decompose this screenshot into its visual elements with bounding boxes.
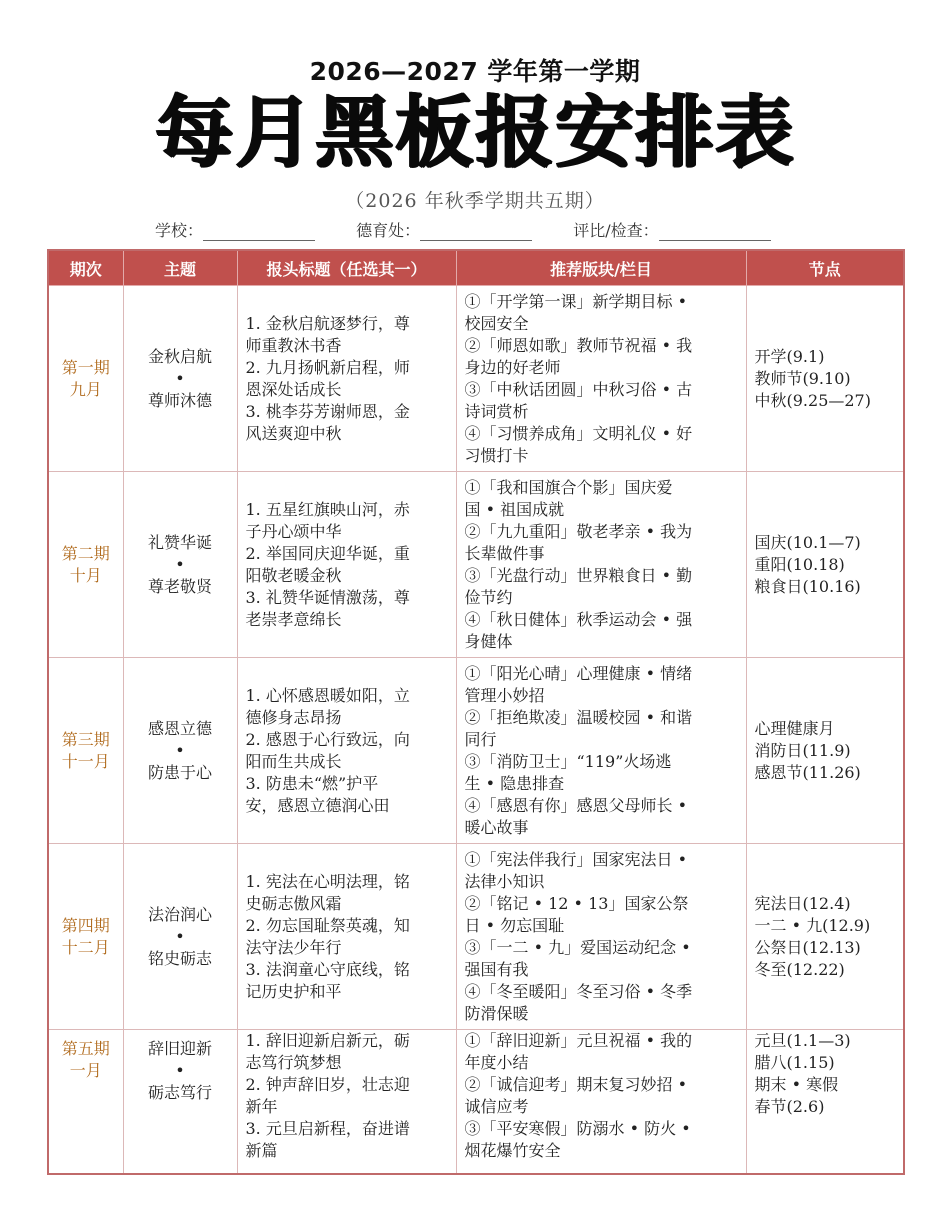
headline-cell-line: 老崇孝意绵长 [245, 609, 342, 629]
evaluation-label: 评比/检查： [573, 221, 659, 240]
headline-cell-line: 3. 防患未“燃”护平 [245, 773, 379, 793]
school-label: 学校： [155, 221, 204, 240]
headline-cell [237, 472, 456, 658]
sections-cell-line: 日 • 勿忘国耻 [464, 915, 565, 935]
table-row [48, 844, 904, 1030]
headline-cell-line: 史砺志傲风霜 [245, 893, 342, 913]
festival-cell-line: 开学(9.1) [754, 346, 825, 366]
moral-office-field [356, 218, 532, 241]
sections-cell-line: ③「光盘行动」世界粮食日 • 勤 [464, 565, 693, 585]
sections-cell-line: ③「消防卫士」“119”火场逃 [464, 751, 672, 771]
sections-cell-line: ①「宪法伴我行」国家宪法日 • [464, 849, 688, 869]
period-cell-line: 十月 [69, 565, 102, 585]
sections-cell-line: 年度小结 [464, 1053, 529, 1072]
evaluation-field [573, 218, 770, 241]
headline-cell-line: 2. 九月扬帆新启程，师 [245, 357, 410, 377]
sections-cell-line: ②「铭记 • 12 • 13」国家公祭 [464, 893, 689, 913]
theme-cell-line: 尊师沐德 [147, 390, 212, 410]
subtitle: （2026 年秋季学期共五期） [345, 190, 605, 212]
headline-cell-line: 1. 心怀感恩暖如阳，立 [245, 685, 410, 705]
sections-cell [456, 472, 746, 658]
table-row [48, 286, 904, 472]
sections-cell-line: ①「阳光心晴」心理健康 • 情绪 [464, 663, 693, 683]
sections-cell-line: 身边的好老师 [464, 357, 561, 377]
sections-cell-line: ②「师恩如歌」教师节祝福 • 我 [464, 335, 693, 355]
headline-cell-line: 2. 钟声辞旧岁，壮志迎 [245, 1075, 410, 1094]
theme-cell [123, 1030, 237, 1174]
sections-cell-line: ②「拒绝欺凌」温暖校园 • 和谐 [464, 707, 693, 727]
period-cell-line: 九月 [69, 379, 102, 399]
theme-cell-line: • [175, 740, 185, 760]
headline-cell [237, 286, 456, 472]
headline-cell-line: 新篇 [245, 1141, 278, 1160]
sections-cell-line: 法律小知识 [464, 871, 545, 891]
festival-cell-line: 消防日(11.9) [754, 740, 851, 760]
main-title: 每月黑板报安排表 [154, 88, 795, 178]
column-header-festivals: 节点 [746, 250, 904, 286]
period-cell [48, 286, 123, 472]
period-cell-line: 第三期 [61, 729, 110, 749]
sections-cell-line: 暖心故事 [464, 817, 529, 837]
theme-cell [123, 286, 237, 472]
sections-cell-line: 校园安全 [464, 313, 529, 333]
headline-cell-line: 3. 元旦启新程，奋进谱 [245, 1119, 410, 1138]
theme-cell-line: • [175, 554, 185, 574]
headline-cell-line: 1. 金秋启航逐梦行，尊 [245, 313, 410, 333]
theme-cell-line: • [175, 1061, 185, 1080]
theme-cell [123, 844, 237, 1030]
period-cell-line: 第一期 [61, 357, 110, 377]
period-cell [48, 658, 123, 844]
theme-cell-line: 铭史砺志 [147, 948, 212, 968]
period-cell-line: 第四期 [61, 915, 110, 935]
sections-cell-line: 同行 [464, 729, 497, 749]
sections-cell-line: 强国有我 [464, 959, 529, 979]
festival-cell [746, 844, 904, 1030]
sections-cell-line: 身健体 [464, 631, 513, 651]
festival-cell-line: 国庆(10.1—7) [754, 532, 861, 552]
headline-cell-line: 2. 勿忘国耻祭英魂，知 [245, 915, 410, 935]
theme-cell-line: 金秋启航 [147, 346, 212, 366]
period-cell-line: 十二月 [61, 937, 110, 957]
festival-cell-line: 冬至(12.22) [754, 959, 845, 979]
moral-office-label: 德育处： [356, 221, 421, 240]
headline-cell-line: 安，感恩立德润心田 [245, 795, 390, 815]
sections-cell-line: ①「辞旧迎新」元旦祝福 • 我的 [464, 1031, 693, 1050]
headline-cell-line: 法守法少年行 [245, 937, 342, 957]
festival-cell-line: 一二 • 九(12.9) [754, 915, 871, 935]
table-row [48, 658, 904, 844]
sections-cell-line: 国 • 祖国成就 [464, 499, 565, 519]
theme-cell [123, 658, 237, 844]
festival-cell-line: 公祭日(12.13) [754, 937, 861, 957]
headline-cell-line: 2. 举国同庆迎华诞，重 [245, 543, 410, 563]
sections-cell-line: ③「平安寒假」防溺水 • 防火 • [464, 1119, 691, 1138]
headline-cell-line: 新年 [245, 1097, 278, 1116]
column-header-theme: 主题 [123, 250, 237, 286]
headline-cell-line: 德修身志昂扬 [245, 707, 342, 727]
headline-cell [237, 1030, 456, 1174]
sections-cell-line: ③「一二 • 九」爱国运动纪念 • [464, 937, 691, 957]
festival-cell [746, 472, 904, 658]
festival-cell-line: 重阳(10.18) [754, 554, 845, 574]
theme-cell-line: 辞旧迎新 [147, 1039, 212, 1058]
sections-cell-line: 诗词赏析 [464, 401, 529, 421]
headline-cell-line: 1. 辞旧迎新启新元，砺 [245, 1031, 410, 1050]
sections-cell [456, 286, 746, 472]
school-field [155, 218, 315, 241]
sections-cell-line: ④「秋日健体」秋季运动会 • 强 [464, 609, 693, 629]
headline-cell-line: 3. 桃李芬芳谢师恩，金 [245, 401, 410, 421]
headline-cell-line: 3. 礼赞华诞情激荡，尊 [245, 587, 410, 607]
sections-cell [456, 844, 746, 1030]
theme-cell-line: 感恩立德 [147, 718, 212, 738]
headline-cell-line: 记历史护和平 [245, 981, 342, 1001]
festival-cell-line: 期末 • 寒假 [754, 1075, 839, 1094]
sections-cell-line: 管理小妙招 [464, 685, 545, 705]
festival-cell-line: 宪法日(12.4) [754, 893, 851, 913]
theme-cell-line: • [175, 368, 185, 388]
sections-cell-line: ①「开学第一课」新学期目标 • [464, 291, 688, 311]
festival-cell-line: 感恩节(11.26) [754, 762, 861, 782]
table-header-row [48, 250, 904, 286]
headline-cell [237, 844, 456, 1030]
sections-cell-line: 俭节约 [464, 587, 513, 607]
festival-cell [746, 1030, 904, 1174]
table-row [48, 472, 904, 658]
headline-cell-line: 阳而生共成长 [245, 751, 342, 771]
festival-cell-line: 腊八(1.15) [754, 1053, 835, 1072]
festival-cell-line: 元旦(1.1—3) [754, 1031, 851, 1050]
period-cell-line: 第二期 [61, 543, 110, 563]
schedule-table [47, 249, 905, 1175]
headline-cell-line: 恩深处话成长 [245, 379, 342, 399]
headline-cell-line: 1. 五星红旗映山河，赤 [245, 499, 410, 519]
sections-cell-line: 烟花爆竹安全 [464, 1141, 561, 1160]
semester-title: 2026—2027 学年第一学期 [309, 57, 641, 86]
headline-cell-line: 1. 宪法在心明法理，铭 [245, 871, 410, 891]
sections-cell-line: ④「感恩有你」感恩父母师长 • [464, 795, 688, 815]
column-header-period: 期次 [48, 250, 123, 286]
headline-cell-line: 志笃行筑梦想 [245, 1053, 342, 1072]
festival-cell-line: 心理健康月 [754, 718, 835, 738]
period-cell-line: 十一月 [61, 751, 110, 771]
evaluation-blank-line[interactable] [659, 224, 771, 241]
theme-cell-line: 防患于心 [147, 762, 212, 782]
theme-cell-line: 法治润心 [147, 904, 212, 924]
period-cell [48, 472, 123, 658]
sections-cell-line: 习惯打卡 [464, 445, 529, 465]
sections-cell-line: ③「中秋话团圆」中秋习俗 • 古 [464, 379, 693, 399]
sections-cell-line: ④「习惯养成角」文明礼仪 • 好 [464, 423, 693, 443]
period-cell-line: 第五期 [61, 1039, 110, 1058]
sections-cell [456, 658, 746, 844]
headline-cell [237, 658, 456, 844]
theme-cell-line: • [175, 926, 185, 946]
period-cell [48, 1030, 123, 1174]
headline-cell-line: 2. 感恩于心行致远，向 [245, 729, 410, 749]
headline-cell-line: 子丹心颂中华 [245, 521, 342, 541]
theme-cell-line: 尊老敬贤 [147, 576, 212, 596]
festival-cell-line: 春节(2.6) [754, 1097, 825, 1116]
info-fields [155, 218, 807, 241]
school-blank-line[interactable] [203, 224, 315, 241]
period-cell [48, 844, 123, 1030]
sections-cell-line: ②「诚信迎考」期末复习妙招 • [464, 1075, 688, 1094]
festival-cell [746, 658, 904, 844]
sections-cell-line: 生 • 隐患排查 [464, 773, 565, 793]
headline-cell-line: 阳敬老暖金秋 [245, 565, 342, 585]
sections-cell-line: ④「冬至暖阳」冬至习俗 • 冬季 [464, 981, 693, 1001]
headline-cell-line: 师重教沐书香 [245, 335, 342, 355]
column-header-headline: 报头标题（任选其一） [237, 250, 456, 286]
headline-cell-line: 风送爽迎中秋 [245, 423, 342, 443]
table-row [48, 1030, 904, 1174]
sections-cell-line: 长辈做件事 [464, 543, 545, 563]
moral-office-blank-line[interactable] [420, 224, 532, 241]
sections-cell-line: ②「九九重阳」敬老孝亲 • 我为 [464, 521, 693, 541]
sections-cell-line: ①「我和国旗合个影」国庆爱 [464, 477, 673, 497]
theme-cell-line: 礼赞华诞 [147, 532, 212, 552]
sections-cell-line: 诚信应考 [464, 1097, 529, 1116]
theme-cell [123, 472, 237, 658]
headline-cell-line: 3. 法润童心守底线，铭 [245, 959, 410, 979]
sections-cell [456, 1030, 746, 1174]
festival-cell [746, 286, 904, 472]
festival-cell-line: 粮食日(10.16) [754, 576, 861, 596]
festival-cell-line: 教师节(9.10) [754, 368, 851, 388]
column-header-sections: 推荐版块/栏目 [456, 250, 746, 286]
festival-cell-line: 中秋(9.25—27) [754, 390, 871, 410]
sections-cell-line: 防滑保暖 [464, 1003, 529, 1023]
period-cell-line: 一月 [69, 1061, 102, 1080]
theme-cell-line: 砺志笃行 [147, 1083, 212, 1102]
